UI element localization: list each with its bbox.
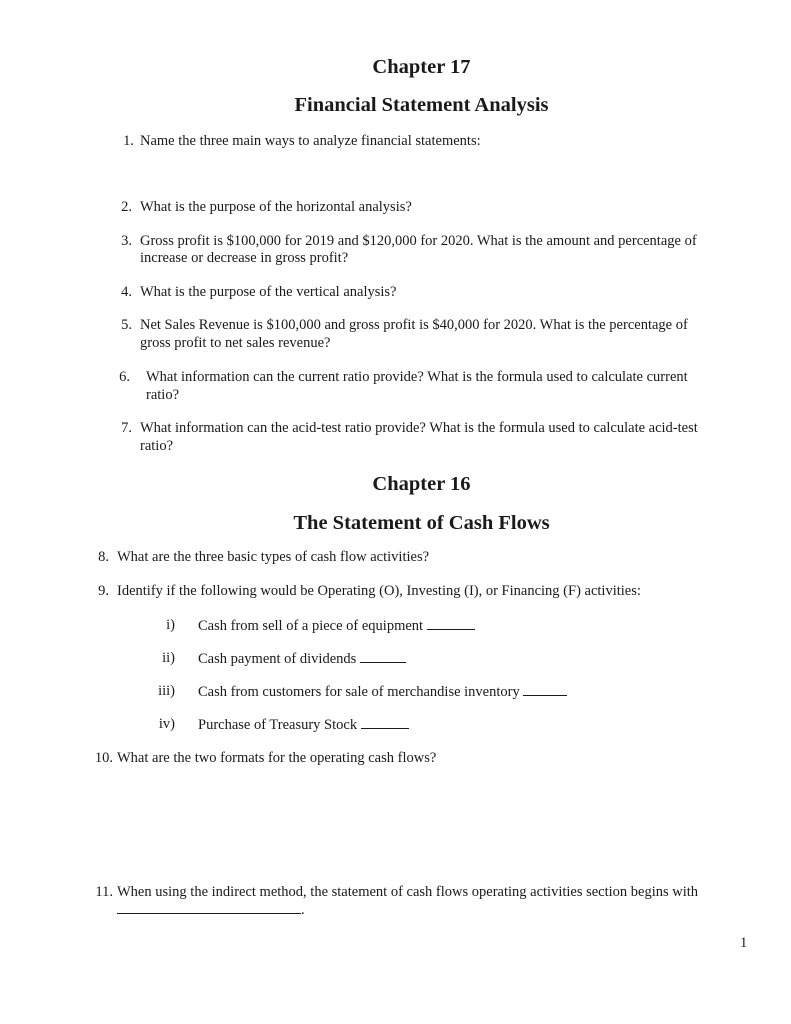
- question-text-line-2: increase or decrease in gross profit?: [140, 250, 349, 266]
- answer-line: [117, 899, 305, 920]
- question-text-line-1: What information can the current ratio provide? What is the formula used to calculate current: [146, 369, 688, 385]
- chapter-17-title: Financial Statement Analysis: [294, 94, 549, 116]
- answer-blank[interactable]: [427, 615, 475, 630]
- chapter-16-heading: Chapter 16: [372, 473, 471, 495]
- subitem-number: iv): [158, 716, 175, 732]
- question-number: 5.: [121, 317, 132, 333]
- question-number: 3.: [121, 233, 132, 249]
- question-text-line-2: ratio?: [146, 387, 180, 403]
- question-number: 6.: [119, 369, 130, 385]
- question-text-line-2: gross profit to net sales revenue?: [140, 335, 331, 351]
- question-text-line-1: What information can the acid-test ratio provide? What is the formula used to calculate acid-test: [140, 420, 698, 436]
- subitem-number: i): [166, 617, 175, 633]
- question-number: 4.: [121, 284, 132, 300]
- question-text: Identify if the following would be Operating (O), Investing (I), or Financing (F) activities:: [117, 583, 641, 599]
- question-text-line-1: Gross profit is $100,000 for 2019 and $120,000 for 2020. What is the amount and percentage of: [140, 233, 697, 249]
- subitem-number: iii): [158, 683, 175, 699]
- question-number: 7.: [121, 420, 132, 436]
- question-text: What is the purpose of the vertical analysis?: [140, 284, 397, 300]
- subitem-text: Cash from sell of a piece of equipment: [198, 615, 475, 636]
- question-text-line-1: Net Sales Revenue is $100,000 and gross profit is $40,000 for 2020. What is the percentage of: [140, 317, 688, 333]
- answer-line-period: .: [301, 902, 305, 918]
- chapter-17-heading: Chapter 17: [372, 56, 471, 78]
- answer-blank[interactable]: [117, 899, 301, 914]
- answer-blank[interactable]: [361, 714, 409, 729]
- question-number: 2.: [121, 199, 132, 215]
- page-number: 1: [740, 935, 748, 951]
- question-number: 9.: [98, 583, 109, 599]
- question-text: When using the indirect method, the statement of cash flows operating activities section begins with: [117, 884, 699, 900]
- question-text: Name the three main ways to analyze financial statements:: [140, 133, 481, 149]
- answer-blank[interactable]: [360, 648, 406, 663]
- question-text-line-2: ratio?: [140, 438, 174, 454]
- subitem-text: Cash payment of dividends: [198, 648, 406, 669]
- question-number: 11.: [95, 884, 113, 900]
- subitem-text: Purchase of Treasury Stock: [198, 714, 409, 735]
- subitem-number: ii): [162, 650, 175, 666]
- question-text: What is the purpose of the horizontal analysis?: [140, 199, 412, 215]
- answer-blank[interactable]: [523, 681, 567, 696]
- question-number: 8.: [98, 549, 109, 565]
- chapter-16-title: The Statement of Cash Flows: [293, 512, 550, 534]
- subitem-text: Cash from customers for sale of merchandise inventory: [198, 681, 567, 702]
- question-number: 10.: [94, 750, 113, 766]
- question-text: What are the three basic types of cash flow activities?: [117, 549, 430, 565]
- question-number: 1.: [123, 133, 134, 149]
- question-text: What are the two formats for the operating cash flows?: [117, 750, 437, 766]
